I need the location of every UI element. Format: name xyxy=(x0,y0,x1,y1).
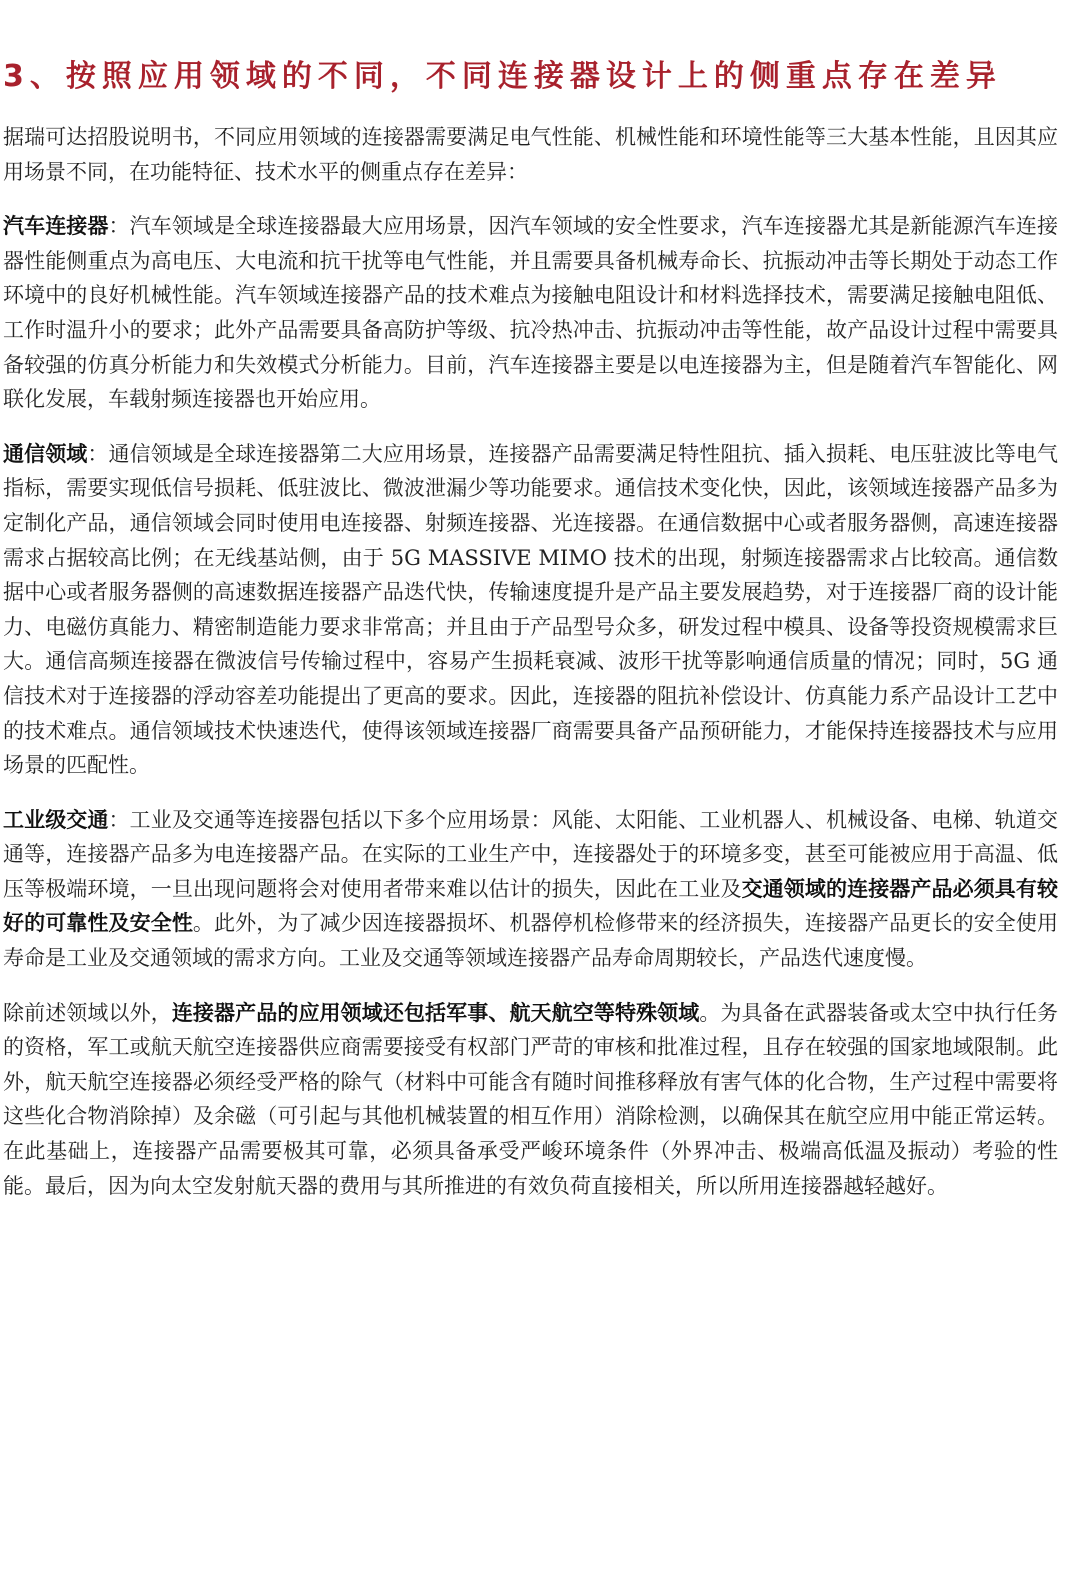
industrial-separator: ： xyxy=(108,807,130,832)
industrial-highlight: 交通领域的连接器产品必须具有较好的可靠性及安全性 xyxy=(3,876,1059,936)
special-text-before: 除前述领域以外， xyxy=(3,1000,172,1025)
automotive-separator: ： xyxy=(108,214,130,239)
telecom-text: 通信领域是全球连接器第二大应用场景，连接器产品需要满足特性阻抗、插入损耗、电压驻波比等电气指标，需要实现低信号损耗、低驻波比、微波泄漏少等功能要求。通信技术变化快，因此，该领域连接器产品多为定制化产品，通信领域会同时使用电连接器、射频连接器、光连接器。在通信数据中心或者服务器侧，高速连接器需求占据较高比例；在无线基站侧，由于 5G MASSIVE MIMO 技术的出现，射频连接器需求占比较高。通信数据中心或者服务器侧的高速数据连接器产品迭代快，传输速度提升是产品主要发展趋势，对于连接器厂商的设计能力、电磁仿真能力、精密制造能力要求非常高；并且由于产品型号众多，研发过程中模具、设备等投资规模需求巨大。通信高频连接器在微波信号传输过程中，容易产生损耗衰减、波形干扰等影响通信质量的情况；同时，5G 通信技术对于连接器的浮动容差功能提出了更高的要求。因此，连接器的阻抗补偿设计、仿真能力系产品设计工艺中的技术难点。通信领域技术快速迭代，使得该领域连接器厂商需要具备产品预研能力，才能保持连接器技术与应用场景的匹配性。 xyxy=(3,441,1059,778)
automotive-label: 汽车连接器 xyxy=(3,214,109,239)
telecom-label: 通信领域 xyxy=(3,441,88,466)
telecom-separator: ： xyxy=(87,441,109,466)
intro-text: 据瑞可达招股说明书，不同应用领域的连接器需要满足电气性能、机械性能和环境性能等三大基本性能，且因其应用场景不同，在功能特征、技术水平的侧重点存在差异： xyxy=(3,125,1058,184)
special-highlight: 连接器产品的应用领域还包括军事、航天航空等特殊领域 xyxy=(171,1000,700,1025)
intro-paragraph xyxy=(3,120,1058,189)
telecom-paragraph xyxy=(3,437,1058,783)
industrial-text-before: 工业及交通等连接器包括以下多个应用场景：风能、太阳能、工业机器人、机械设备、电梯、轨道交通等，连接器产品多为电连接器产品。在实际的工业生产中，连接器处于的环境多变，甚至可能被应用于高温、低压等极端环境，一旦出现问题将会对使用者带来难以估计的损失，因此在工业及 xyxy=(3,807,1059,901)
special-paragraph xyxy=(3,996,1058,1204)
automotive-text: 汽车领域是全球连接器最大应用场景，因汽车领域的安全性要求，汽车连接器尤其是新能源汽车连接器性能侧重点为高电压、大电流和抗干扰等电气性能，并且需要具备机械寿命长、抗振动冲击等长期处于动态工作环境中的良好机械性能。汽车领域连接器产品的技术难点为接触电阻设计和材料选择技术，需要满足接触电阻低、工作时温升小的要求；此外产品需要具备高防护等级、抗冷热冲击、抗振动冲击等性能，故产品设计过程中需要具备较强的仿真分析能力和失效模式分析能力。目前，汽车连接器主要是以电连接器为主，但是随着汽车智能化、网联化发展，车载射频连接器也开始应用。 xyxy=(3,214,1059,412)
automotive-paragraph xyxy=(3,209,1058,417)
special-text-after: 。为具备在武器装备或太空中执行任务的资格，军工或航天航空连接器供应商需要接受有权部门严苛的审核和批准过程，且存在较强的国家地域限制。此外，航天航空连接器必须经受严格的除气（材料中可能含有随时间推移释放有害气体的化合物，生产过程中需要将这些化合物消除掉）及余磁（可引起与其他机械装置的相互作用）消除检测，以确保其在航空应用中能正常运转。在此基础上，连接器产品需要极其可靠，必须具备承受严峻环境条件（外界冲击、极端高低温及振动）考验的性能。最后，因为向太空发射航天器的费用与其所推进的有效负荷直接相关，所以所用连接器越轻越好。 xyxy=(3,1000,1059,1198)
industrial-label: 工业级交通 xyxy=(3,807,109,832)
industrial-paragraph xyxy=(3,803,1058,976)
section-heading: 3、按照应用领域的不同，不同连接器设计上的侧重点存在差异 xyxy=(3,59,1002,94)
industrial-text-after: 。此外，为了减少因连接器损坏、机器停机检修带来的经济损失，连接器产品更长的安全使用寿命是工业及交通领域的需求方向。工业及交通等领域连接器产品寿命周期较长，产品迭代速度慢。 xyxy=(3,911,1058,971)
